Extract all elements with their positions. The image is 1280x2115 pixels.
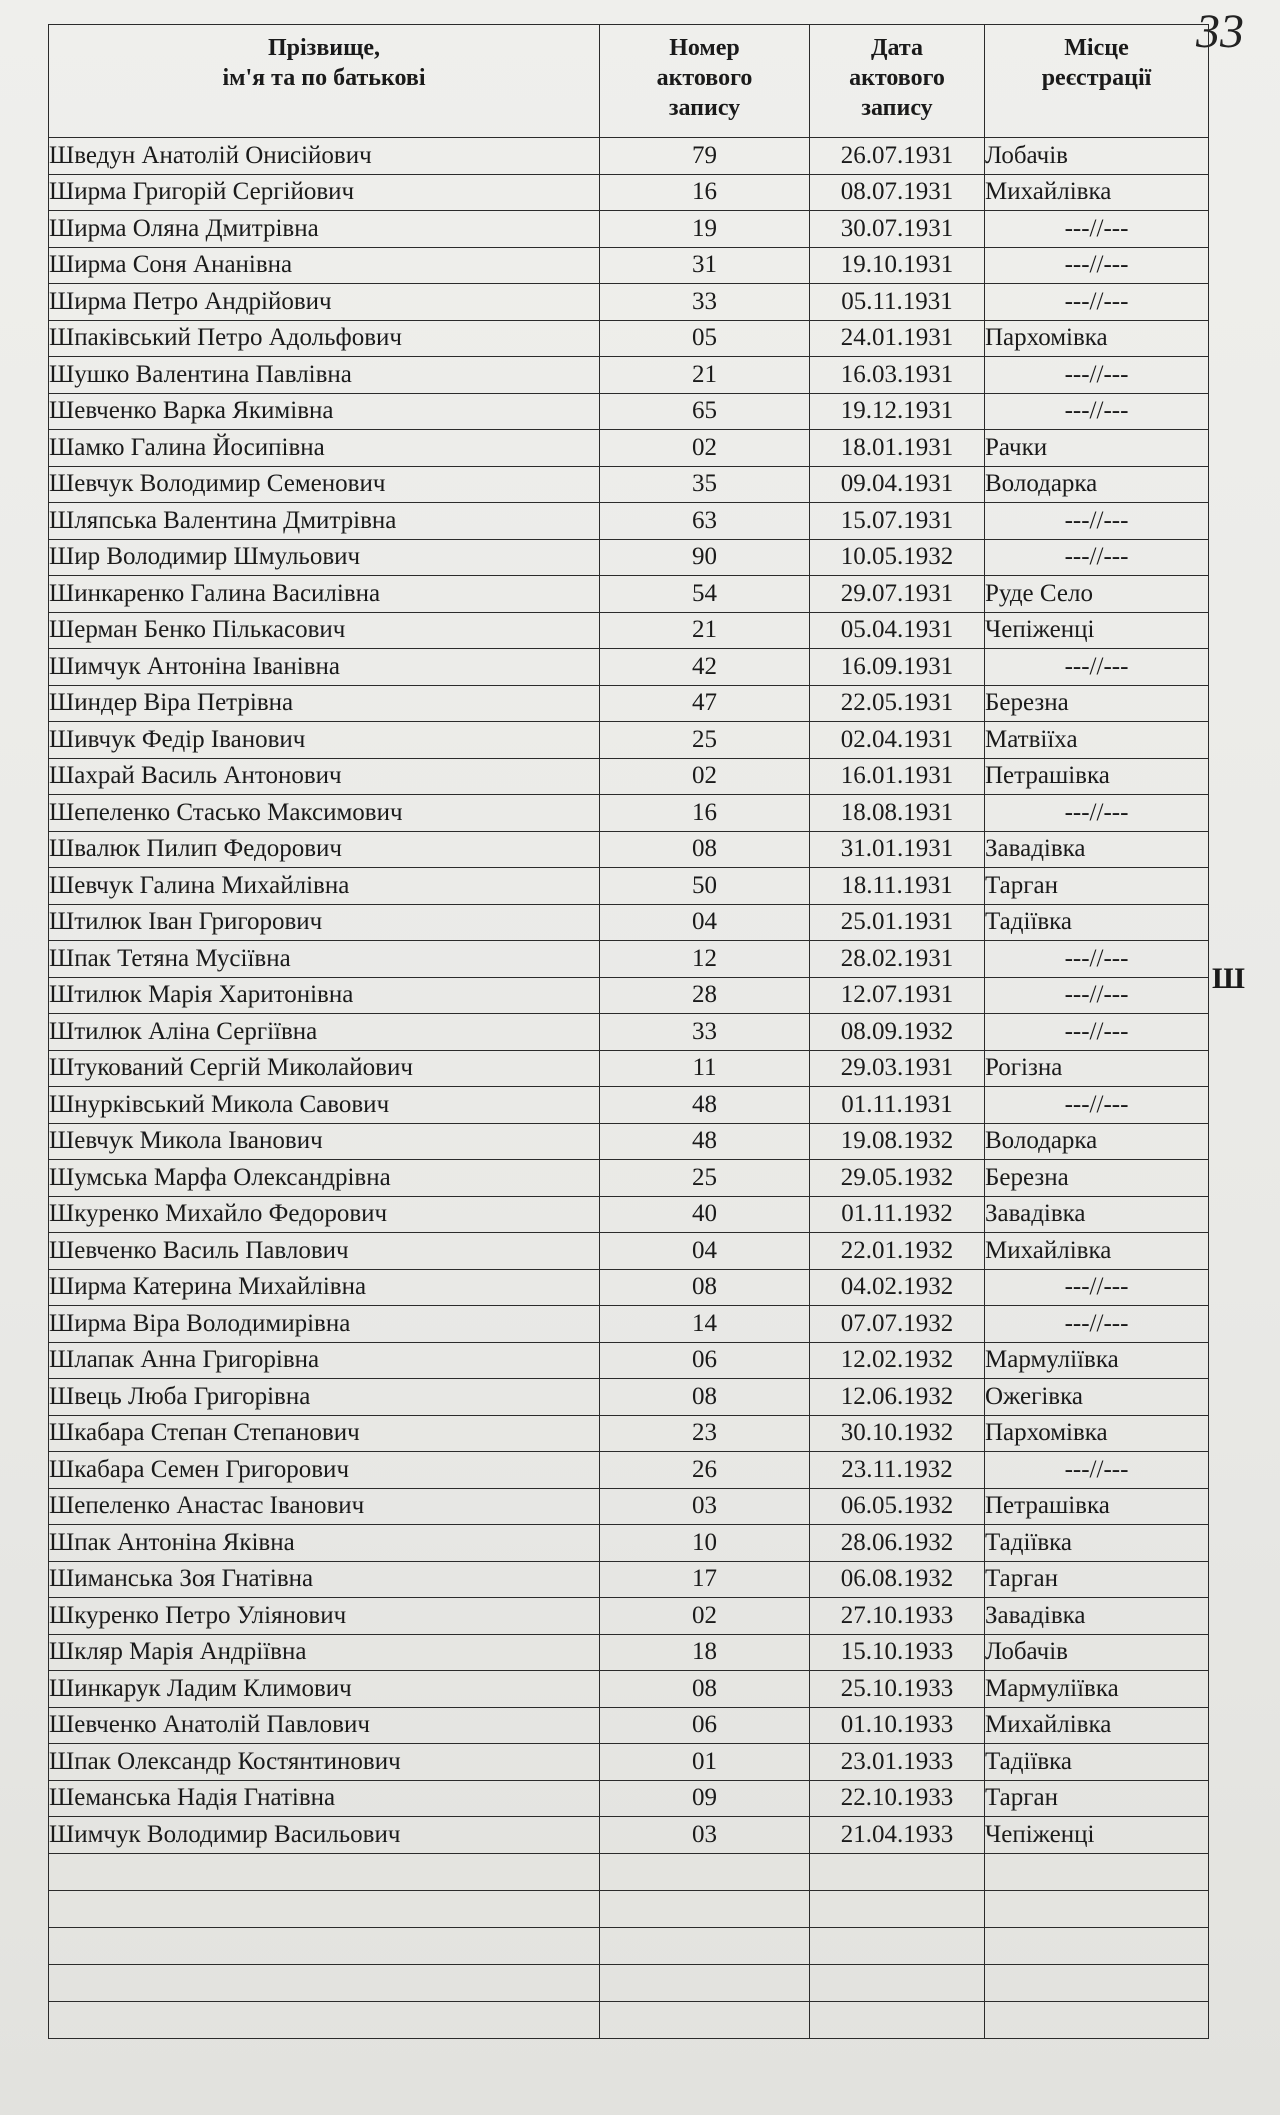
place-cell: Тарган xyxy=(985,1780,1209,1817)
record-date-cell: 23.01.1933 xyxy=(810,1744,985,1781)
record-date-cell: 25.01.1931 xyxy=(810,904,985,941)
record-date-cell: 24.01.1931 xyxy=(810,320,985,357)
empty-row xyxy=(49,1890,1209,1927)
record-date-cell: 15.07.1931 xyxy=(810,503,985,540)
record-date-cell: 28.06.1932 xyxy=(810,1525,985,1562)
record-number-cell: 42 xyxy=(600,649,810,686)
place-cell: ---//--- xyxy=(985,1087,1209,1124)
name-cell: Шпак Антоніна Яківна xyxy=(49,1525,600,1562)
header-record-number xyxy=(600,25,810,138)
empty-cell xyxy=(600,1964,810,2001)
name-cell: Шевченко Василь Павлович xyxy=(49,1233,600,1270)
empty-cell xyxy=(49,2001,600,2038)
place-cell: Березна xyxy=(985,685,1209,722)
table-row xyxy=(49,649,1209,686)
name-cell: Ширма Соня Ананівна xyxy=(49,247,600,284)
record-number-cell: 63 xyxy=(600,503,810,540)
name-cell: Ширма Петро Андрійович xyxy=(49,284,600,321)
table-row xyxy=(49,1160,1209,1197)
name-cell: Шкабара Степан Степанович xyxy=(49,1415,600,1452)
empty-row xyxy=(49,1853,1209,1890)
place-cell: Пархомівка xyxy=(985,1415,1209,1452)
place-cell: ---//--- xyxy=(985,1306,1209,1343)
record-date-cell: 07.07.1932 xyxy=(810,1306,985,1343)
record-number-cell: 03 xyxy=(600,1488,810,1525)
table-row xyxy=(49,1196,1209,1233)
record-number-cell: 54 xyxy=(600,576,810,613)
record-date-cell: 16.09.1931 xyxy=(810,649,985,686)
record-date-cell: 21.04.1933 xyxy=(810,1817,985,1854)
record-date-cell: 22.10.1933 xyxy=(810,1780,985,1817)
record-date-cell: 04.02.1932 xyxy=(810,1269,985,1306)
empty-cell xyxy=(985,2001,1209,2038)
table-row xyxy=(49,1525,1209,1562)
table-row xyxy=(49,941,1209,978)
record-number-cell: 04 xyxy=(600,1233,810,1270)
record-date-cell: 27.10.1933 xyxy=(810,1598,985,1635)
table-row xyxy=(49,430,1209,467)
name-cell: Шевчук Галина Михайлівна xyxy=(49,868,600,905)
header-name-text: Прізвище, ім'я та по батькові xyxy=(222,35,426,91)
place-cell: Тарган xyxy=(985,868,1209,905)
empty-cell xyxy=(49,1964,600,2001)
record-date-cell: 19.08.1932 xyxy=(810,1123,985,1160)
name-cell: Шушко Валентина Павлівна xyxy=(49,357,600,394)
name-cell: Ширма Оляна Дмитрівна xyxy=(49,211,600,248)
table-row xyxy=(49,1634,1209,1671)
place-cell: ---//--- xyxy=(985,247,1209,284)
table-row xyxy=(49,211,1209,248)
record-date-cell: 29.07.1931 xyxy=(810,576,985,613)
record-number-cell: 01 xyxy=(600,1744,810,1781)
name-cell: Шевченко Варка Якимівна xyxy=(49,393,600,430)
place-cell: Ожегівка xyxy=(985,1379,1209,1416)
place-cell: Тадіївка xyxy=(985,1525,1209,1562)
place-cell: ---//--- xyxy=(985,539,1209,576)
name-cell: Шнурківський Микола Савович xyxy=(49,1087,600,1124)
record-number-cell: 35 xyxy=(600,466,810,503)
record-date-cell: 25.10.1933 xyxy=(810,1671,985,1708)
record-date-cell: 08.07.1931 xyxy=(810,174,985,211)
record-number-cell: 23 xyxy=(600,1415,810,1452)
name-cell: Шамко Галина Йосипівна xyxy=(49,430,600,467)
table-row xyxy=(49,612,1209,649)
record-number-cell: 08 xyxy=(600,1269,810,1306)
empty-cell xyxy=(810,1964,985,2001)
place-cell: Мармуліївка xyxy=(985,1671,1209,1708)
record-date-cell: 10.05.1932 xyxy=(810,539,985,576)
empty-cell xyxy=(810,1927,985,1964)
name-cell: Шепеленко Анастас Іванович xyxy=(49,1488,600,1525)
record-number-cell: 26 xyxy=(600,1452,810,1489)
empty-cell xyxy=(810,2001,985,2038)
table-row xyxy=(49,1415,1209,1452)
table-row xyxy=(49,1744,1209,1781)
table-row xyxy=(49,685,1209,722)
table-row xyxy=(49,795,1209,832)
table-row xyxy=(49,1306,1209,1343)
place-cell: Чепіженці xyxy=(985,612,1209,649)
record-number-cell: 02 xyxy=(600,430,810,467)
record-number-cell: 33 xyxy=(600,1014,810,1051)
empty-cell xyxy=(49,1890,600,1927)
empty-cell xyxy=(600,2001,810,2038)
name-cell: Шепеленко Стасько Максимович xyxy=(49,795,600,832)
name-cell: Штилюк Марія Харитонівна xyxy=(49,977,600,1014)
place-cell: Лобачів xyxy=(985,138,1209,175)
record-date-cell: 18.08.1931 xyxy=(810,795,985,832)
record-date-cell: 06.08.1932 xyxy=(810,1561,985,1598)
record-number-cell: 02 xyxy=(600,1598,810,1635)
place-cell: Завадівка xyxy=(985,1598,1209,1635)
table-row xyxy=(49,1452,1209,1489)
record-number-cell: 04 xyxy=(600,904,810,941)
table-row xyxy=(49,1598,1209,1635)
record-number-cell: 02 xyxy=(600,758,810,795)
name-cell: Шиндер Віра Петрівна xyxy=(49,685,600,722)
name-cell: Шерман Бенко Пількасович xyxy=(49,612,600,649)
place-cell: Петрашівка xyxy=(985,1488,1209,1525)
place-cell: Березна xyxy=(985,1160,1209,1197)
table-row xyxy=(49,1817,1209,1854)
record-number-cell: 03 xyxy=(600,1817,810,1854)
place-cell: ---//--- xyxy=(985,649,1209,686)
empty-cell xyxy=(49,1927,600,1964)
record-number-cell: 14 xyxy=(600,1306,810,1343)
place-cell: ---//--- xyxy=(985,211,1209,248)
record-date-cell: 29.03.1931 xyxy=(810,1050,985,1087)
table-row xyxy=(49,539,1209,576)
record-number-cell: 06 xyxy=(600,1342,810,1379)
record-number-cell: 10 xyxy=(600,1525,810,1562)
empty-cell xyxy=(985,1853,1209,1890)
table-row xyxy=(49,503,1209,540)
name-cell: Штукований Сергій Миколайович xyxy=(49,1050,600,1087)
name-cell: Шир Володимир Шмульович xyxy=(49,539,600,576)
table-row xyxy=(49,576,1209,613)
place-cell: Тадіївка xyxy=(985,1744,1209,1781)
handwritten-page-number: 33 xyxy=(1196,5,1244,58)
record-date-cell: 15.10.1933 xyxy=(810,1634,985,1671)
record-date-cell: 18.11.1931 xyxy=(810,868,985,905)
record-date-cell: 05.11.1931 xyxy=(810,284,985,321)
place-cell: Лобачів xyxy=(985,1634,1209,1671)
header-name xyxy=(49,25,600,138)
record-number-cell: 06 xyxy=(600,1707,810,1744)
table-row xyxy=(49,1014,1209,1051)
place-cell: Завадівка xyxy=(985,831,1209,868)
record-date-cell: 01.10.1933 xyxy=(810,1707,985,1744)
place-cell: ---//--- xyxy=(985,1014,1209,1051)
name-cell: Шимчук Антоніна Іванівна xyxy=(49,649,600,686)
table-row xyxy=(49,320,1209,357)
record-number-cell: 16 xyxy=(600,795,810,832)
record-number-cell: 40 xyxy=(600,1196,810,1233)
record-date-cell: 22.05.1931 xyxy=(810,685,985,722)
empty-row xyxy=(49,1964,1209,2001)
empty-cell xyxy=(985,1890,1209,1927)
header-record-date-text: Дата актового запису xyxy=(849,35,945,121)
table-row xyxy=(49,1780,1209,1817)
place-cell: Михайлівка xyxy=(985,1233,1209,1270)
table-row xyxy=(49,1050,1209,1087)
table-row xyxy=(49,722,1209,759)
record-date-cell: 05.04.1931 xyxy=(810,612,985,649)
table-row xyxy=(49,868,1209,905)
header-place-text: Місце реєстрації xyxy=(1041,35,1152,91)
place-cell: ---//--- xyxy=(985,941,1209,978)
record-date-cell: 19.12.1931 xyxy=(810,393,985,430)
record-date-cell: 22.01.1932 xyxy=(810,1233,985,1270)
name-cell: Штилюк Іван Григорович xyxy=(49,904,600,941)
table-row xyxy=(49,138,1209,175)
place-cell: Руде Село xyxy=(985,576,1209,613)
name-cell: Шпак Олександр Костянтинович xyxy=(49,1744,600,1781)
record-date-cell: 12.02.1932 xyxy=(810,1342,985,1379)
place-cell: Володарка xyxy=(985,466,1209,503)
name-cell: Шкляр Марія Андріївна xyxy=(49,1634,600,1671)
record-number-cell: 25 xyxy=(600,1160,810,1197)
table-row xyxy=(49,1488,1209,1525)
name-cell: Ширма Катерина Михайлівна xyxy=(49,1269,600,1306)
header-place xyxy=(985,25,1209,138)
empty-row xyxy=(49,2001,1209,2038)
place-cell: Михайлівка xyxy=(985,174,1209,211)
table-row xyxy=(49,1561,1209,1598)
name-cell: Шумська Марфа Олександрівна xyxy=(49,1160,600,1197)
header-record-number-text: Номер актового запису xyxy=(656,35,753,121)
place-cell: Завадівка xyxy=(985,1196,1209,1233)
record-date-cell: 16.03.1931 xyxy=(810,357,985,394)
place-cell: ---//--- xyxy=(985,1269,1209,1306)
empty-cell xyxy=(600,1890,810,1927)
record-number-cell: 16 xyxy=(600,174,810,211)
record-number-cell: 33 xyxy=(600,284,810,321)
place-cell: Матвіїха xyxy=(985,722,1209,759)
name-cell: Ширма Григорій Сергійович xyxy=(49,174,600,211)
record-date-cell: 18.01.1931 xyxy=(810,430,985,467)
place-cell: ---//--- xyxy=(985,393,1209,430)
record-date-cell: 01.11.1932 xyxy=(810,1196,985,1233)
table-row xyxy=(49,1233,1209,1270)
name-cell: Шкабара Семен Григорович xyxy=(49,1452,600,1489)
record-number-cell: 08 xyxy=(600,831,810,868)
place-cell: Мармуліївка xyxy=(985,1342,1209,1379)
name-cell: Шведун Анатолій Онисійович xyxy=(49,138,600,175)
name-cell: Шахрай Василь Антонович xyxy=(49,758,600,795)
record-number-cell: 48 xyxy=(600,1123,810,1160)
name-cell: Шивчук Федір Іванович xyxy=(49,722,600,759)
name-cell: Швалюк Пилип Федорович xyxy=(49,831,600,868)
empty-cell xyxy=(985,1927,1209,1964)
place-cell: ---//--- xyxy=(985,357,1209,394)
place-cell: ---//--- xyxy=(985,503,1209,540)
name-cell: Шевчук Микола Іванович xyxy=(49,1123,600,1160)
table-row xyxy=(49,758,1209,795)
table-row xyxy=(49,904,1209,941)
record-number-cell: 21 xyxy=(600,357,810,394)
table-row xyxy=(49,1269,1209,1306)
table-row xyxy=(49,1123,1209,1160)
place-cell: Пархомівка xyxy=(985,320,1209,357)
record-number-cell: 25 xyxy=(600,722,810,759)
record-date-cell: 23.11.1932 xyxy=(810,1452,985,1489)
place-cell: ---//--- xyxy=(985,1452,1209,1489)
empty-cell xyxy=(985,1964,1209,2001)
empty-row xyxy=(49,1927,1209,1964)
place-cell: ---//--- xyxy=(985,795,1209,832)
place-cell: Петрашівка xyxy=(985,758,1209,795)
record-number-cell: 12 xyxy=(600,941,810,978)
record-number-cell: 18 xyxy=(600,1634,810,1671)
record-number-cell: 08 xyxy=(600,1671,810,1708)
record-date-cell: 09.04.1931 xyxy=(810,466,985,503)
place-cell: ---//--- xyxy=(985,977,1209,1014)
record-number-cell: 21 xyxy=(600,612,810,649)
record-number-cell: 47 xyxy=(600,685,810,722)
name-cell: Шпаківський Петро Адольфович xyxy=(49,320,600,357)
record-date-cell: 30.10.1932 xyxy=(810,1415,985,1452)
record-number-cell: 90 xyxy=(600,539,810,576)
header-row xyxy=(49,25,1209,138)
record-number-cell: 09 xyxy=(600,1780,810,1817)
table-row xyxy=(49,977,1209,1014)
record-number-cell: 11 xyxy=(600,1050,810,1087)
record-date-cell: 28.02.1931 xyxy=(810,941,985,978)
table-row xyxy=(49,174,1209,211)
record-date-cell: 29.05.1932 xyxy=(810,1160,985,1197)
place-cell: Рогізна xyxy=(985,1050,1209,1087)
name-cell: Шинкарук Ладим Климович xyxy=(49,1671,600,1708)
registry-table xyxy=(48,24,1209,2039)
record-date-cell: 12.07.1931 xyxy=(810,977,985,1014)
name-cell: Шевчук Володимир Семенович xyxy=(49,466,600,503)
name-cell: Шевченко Анатолій Павлович xyxy=(49,1707,600,1744)
record-date-cell: 31.01.1931 xyxy=(810,831,985,868)
name-cell: Шпак Тетяна Мусіївна xyxy=(49,941,600,978)
record-number-cell: 65 xyxy=(600,393,810,430)
name-cell: Шкуренко Михайло Федорович xyxy=(49,1196,600,1233)
empty-cell xyxy=(810,1853,985,1890)
record-number-cell: 17 xyxy=(600,1561,810,1598)
empty-cell xyxy=(49,1853,600,1890)
record-date-cell: 01.11.1931 xyxy=(810,1087,985,1124)
name-cell: Шлапак Анна Григорівна xyxy=(49,1342,600,1379)
record-number-cell: 31 xyxy=(600,247,810,284)
table-row xyxy=(49,831,1209,868)
record-date-cell: 12.06.1932 xyxy=(810,1379,985,1416)
table-row xyxy=(49,393,1209,430)
place-cell: Михайлівка xyxy=(985,1707,1209,1744)
empty-cell xyxy=(600,1927,810,1964)
name-cell: Шиманська Зоя Гнатівна xyxy=(49,1561,600,1598)
name-cell: Шляпська Валентина Дмитрівна xyxy=(49,503,600,540)
name-cell: Швець Люба Григорівна xyxy=(49,1379,600,1416)
place-cell: Рачки xyxy=(985,430,1209,467)
record-date-cell: 16.01.1931 xyxy=(810,758,985,795)
place-cell: Тадіївка xyxy=(985,904,1209,941)
record-date-cell: 26.07.1931 xyxy=(810,138,985,175)
table-row xyxy=(49,1671,1209,1708)
table-row xyxy=(49,466,1209,503)
name-cell: Штилюк Аліна Сергіївна xyxy=(49,1014,600,1051)
empty-cell xyxy=(600,1853,810,1890)
name-cell: Шинкаренко Галина Василівна xyxy=(49,576,600,613)
table-row xyxy=(49,1342,1209,1379)
place-cell: Володарка xyxy=(985,1123,1209,1160)
record-date-cell: 02.04.1931 xyxy=(810,722,985,759)
record-number-cell: 48 xyxy=(600,1087,810,1124)
record-number-cell: 28 xyxy=(600,977,810,1014)
empty-cell xyxy=(810,1890,985,1927)
place-cell: Тарган xyxy=(985,1561,1209,1598)
record-date-cell: 30.07.1931 xyxy=(810,211,985,248)
place-cell: Чепіженці xyxy=(985,1817,1209,1854)
place-cell: ---//--- xyxy=(985,284,1209,321)
table-row xyxy=(49,357,1209,394)
record-number-cell: 05 xyxy=(600,320,810,357)
name-cell: Ширма Віра Володимирівна xyxy=(49,1306,600,1343)
registry-rows xyxy=(49,138,1209,2039)
name-cell: Шкуренко Петро Уліянович xyxy=(49,1598,600,1635)
table-row xyxy=(49,1087,1209,1124)
record-date-cell: 08.09.1932 xyxy=(810,1014,985,1051)
record-number-cell: 79 xyxy=(600,138,810,175)
header-record-date xyxy=(810,25,985,138)
record-date-cell: 06.05.1932 xyxy=(810,1488,985,1525)
record-number-cell: 50 xyxy=(600,868,810,905)
margin-letter: Ш xyxy=(1212,962,1245,995)
record-number-cell: 08 xyxy=(600,1379,810,1416)
name-cell: Шеманська Надія Гнатівна xyxy=(49,1780,600,1817)
table-row xyxy=(49,1707,1209,1744)
record-number-cell: 19 xyxy=(600,211,810,248)
table-row xyxy=(49,1379,1209,1416)
table-row xyxy=(49,247,1209,284)
record-date-cell: 19.10.1931 xyxy=(810,247,985,284)
name-cell: Шимчук Володимир Васильович xyxy=(49,1817,600,1854)
table-row xyxy=(49,284,1209,321)
